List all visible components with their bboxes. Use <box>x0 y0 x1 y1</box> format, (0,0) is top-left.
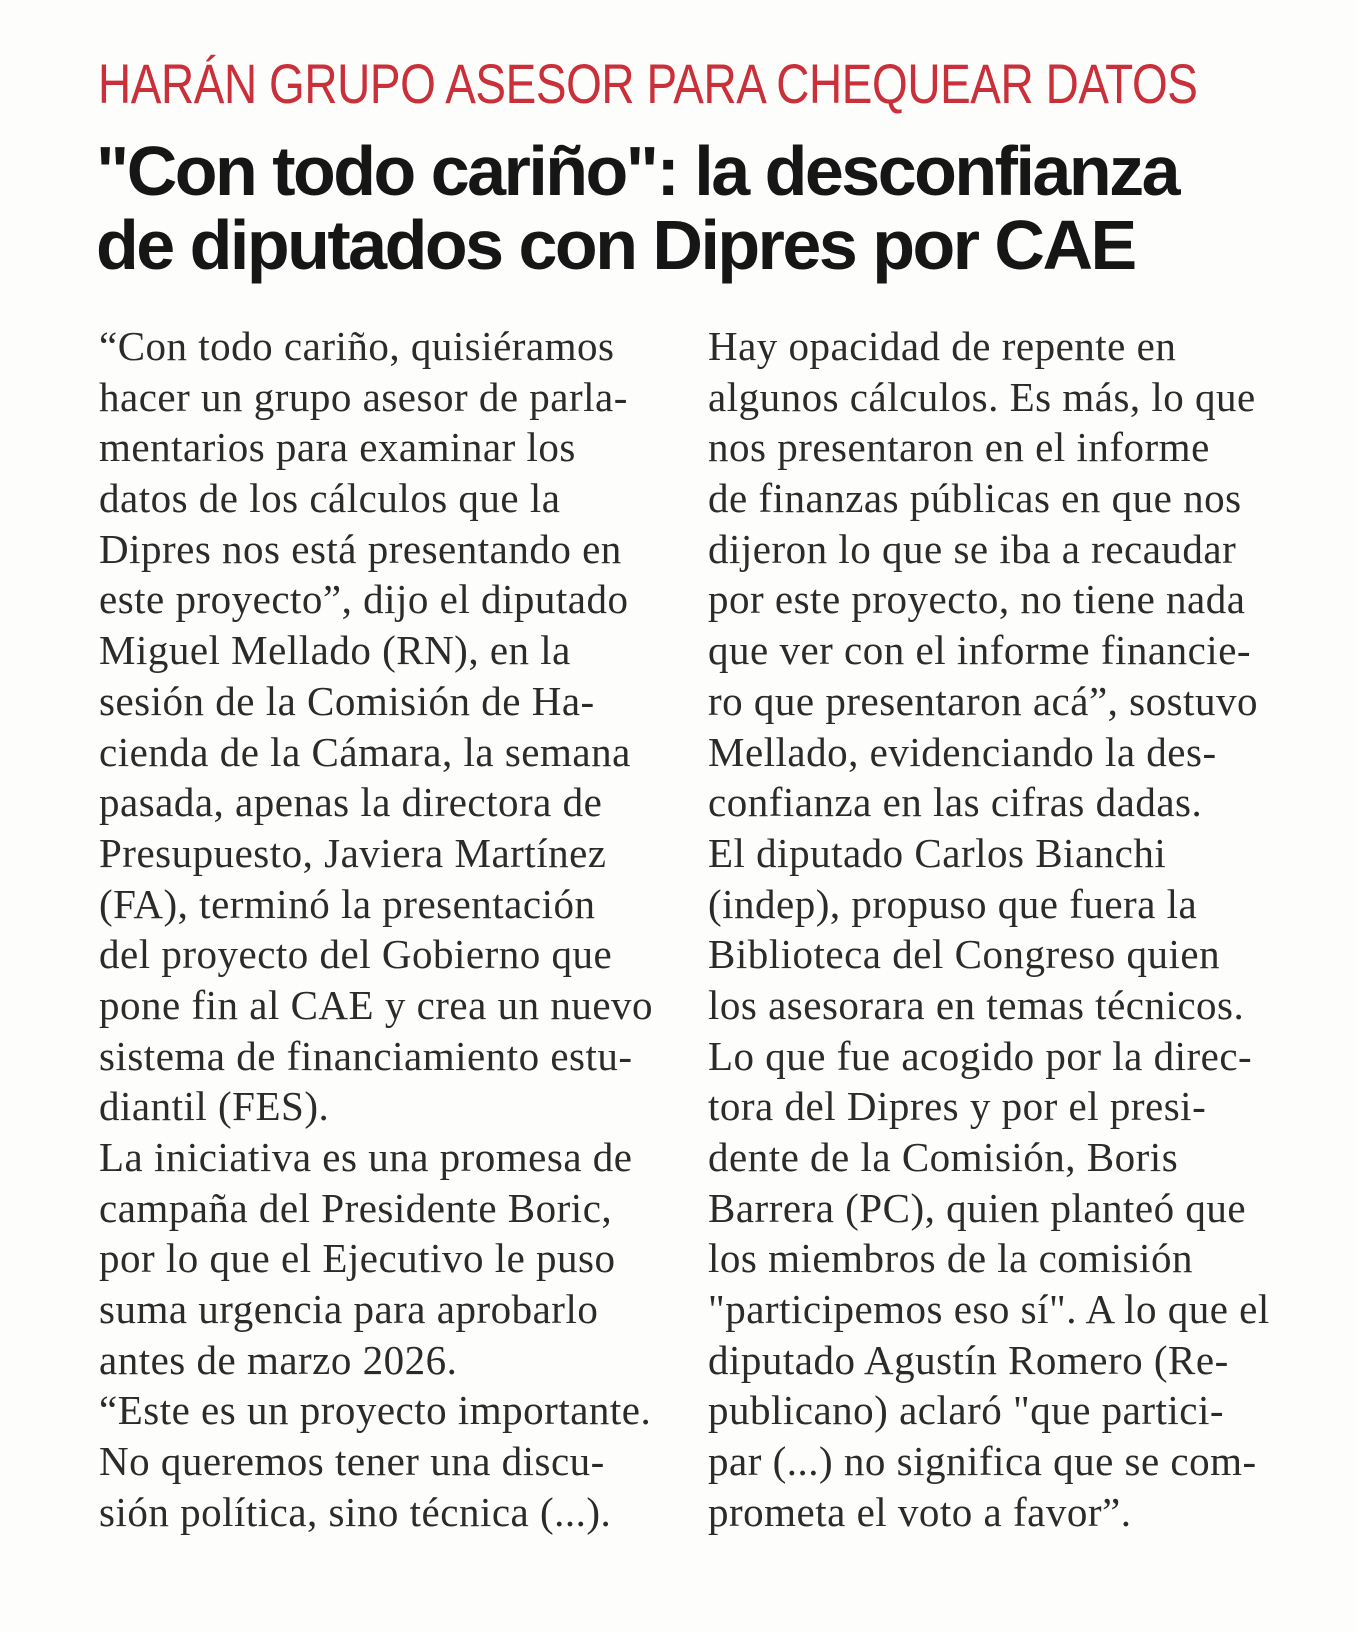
text-line: sistema de financiamiento estu- <box>99 1032 633 1079</box>
text-line: por este proyecto, no tiene nada <box>708 576 1246 623</box>
text-line: este proyecto”, dijo el diputado <box>99 576 629 623</box>
text-line: “Con todo cariño, quisiéramos <box>99 323 615 369</box>
text-line: Biblioteca del Congreso quien <box>708 931 1221 978</box>
text-line: de finanzas públicas en que nos <box>708 475 1242 522</box>
body-column-right <box>708 321 1308 1538</box>
body-column-left <box>99 321 689 1538</box>
text-line: algunos cálculos. Es más, lo que <box>708 373 1256 420</box>
text-line: pasada, apenas la directora de <box>99 779 603 826</box>
text-line: antes de marzo 2026. <box>99 1336 458 1383</box>
headline-line-1: "Con todo cariño": la desconfianza <box>96 132 1179 210</box>
text-line: Lo que fue acogido por la direc- <box>708 1032 1253 1079</box>
kicker: HARÁN GRUPO ASESOR PARA CHEQUEAR DATOS <box>98 52 1198 115</box>
text-line: confianza en las cifras dadas. <box>708 779 1203 826</box>
headline-line-2: de diputados con Dipres por CAE <box>96 206 1135 284</box>
text-line: sesión de la Comisión de Ha- <box>99 677 595 724</box>
text-line: Miguel Mellado (RN), en la <box>99 627 571 674</box>
text-line: publicano) aclaró "que partici- <box>708 1387 1225 1434</box>
text-line: del proyecto del Gobierno que <box>99 931 613 978</box>
text-line: Dipres nos está presentando en <box>99 525 622 572</box>
text-line: “Este es un proyecto importante. <box>99 1387 652 1434</box>
text-line: suma urgencia para aprobarlo <box>99 1286 599 1333</box>
text-line: sión política, sino técnica (...). <box>99 1488 612 1535</box>
text-line: dente de la Comisión, Boris <box>708 1134 1179 1180</box>
text-line: La iniciativa es una promesa de <box>99 1134 633 1180</box>
text-line: pone fin al CAE y crea un nuevo <box>99 981 654 1028</box>
text-line: cienda de la Cámara, la semana <box>99 728 631 775</box>
text-line: los miembros de la comisión <box>708 1235 1193 1282</box>
text-line: que ver con el informe financie- <box>708 627 1252 674</box>
text-line: El diputado Carlos Bianchi <box>708 829 1167 876</box>
text-line: prometa el voto a favor”. <box>708 1488 1132 1535</box>
text-line: (indep), propuso que fuera la <box>708 880 1198 927</box>
text-line: mentarios para examinar los <box>99 424 576 471</box>
text-line: Mellado, evidenciando la des- <box>708 728 1217 775</box>
text-line: dijeron lo que se iba a recaudar <box>708 525 1237 572</box>
text-line: por lo que el Ejecutivo le puso <box>99 1235 616 1282</box>
text-line: datos de los cálculos que la <box>99 475 561 522</box>
text-line: No queremos tener una discu- <box>99 1438 605 1485</box>
text-line: hacer un grupo asesor de parla- <box>99 373 628 420</box>
text-line: campaña del Presidente Boric, <box>99 1184 613 1231</box>
text-line: los asesorara en temas técnicos. <box>708 981 1245 1028</box>
text-line: (FA), terminó la presentación <box>99 880 596 927</box>
text-line: tora del Dipres y por el presi- <box>708 1083 1207 1130</box>
text-line: diantil (FES). <box>99 1083 330 1130</box>
text-line: ro que presentaron acá”, sostuvo <box>708 677 1258 724</box>
text-line: Barrera (PC), quien planteó que <box>708 1184 1247 1231</box>
text-line: nos presentaron en el informe <box>708 424 1210 471</box>
text-line: Hay opacidad de repente en <box>708 323 1177 369</box>
text-line: "participemos eso sí". A lo que el <box>708 1286 1270 1333</box>
text-line: diputado Agustín Romero (Re- <box>708 1336 1229 1383</box>
text-line: Presupuesto, Javiera Martínez <box>99 829 607 876</box>
headline <box>96 134 1178 282</box>
text-line: par (...) no significa que se com- <box>708 1438 1257 1485</box>
